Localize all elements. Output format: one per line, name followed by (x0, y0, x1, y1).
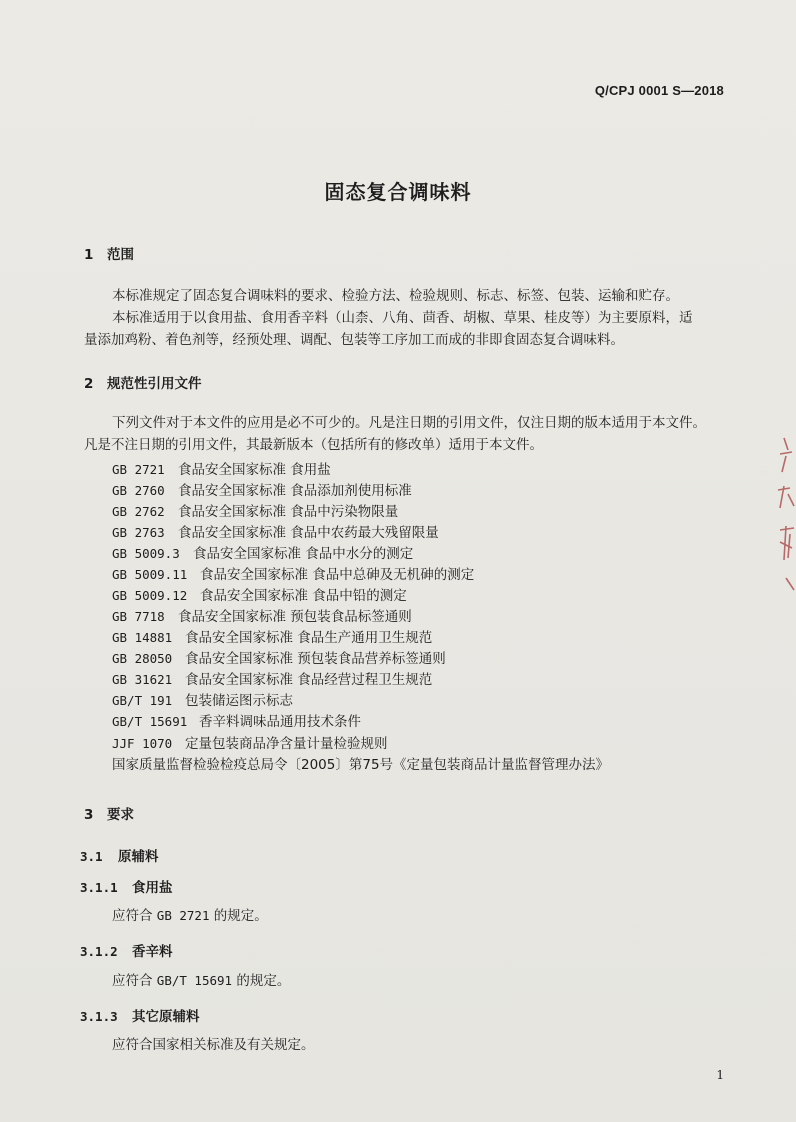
reference-code: GB 2760 (112, 483, 165, 498)
reference-code: GB 5009.12 (112, 588, 188, 603)
section-3-1-heading (80, 845, 159, 865)
reference-item (112, 563, 474, 583)
reference-name: 包装储运图示标志 (185, 693, 293, 709)
section-title: 其它原辅料 (132, 1009, 200, 1025)
scope-paragraph-1: 本标准规定了固态复合调味料的要求、检验方法、检验规则、标志、标签、包装、运输和贮存。 (112, 288, 679, 304)
reference-name: 食品安全国家标准 食品经营过程卫生规范 (185, 672, 433, 688)
reference-code: GB 14881 (112, 630, 173, 645)
reference-code: GB 5009.11 (112, 567, 188, 582)
section-number: 2 (84, 376, 94, 392)
reference-code: GB 5009.3 (112, 546, 180, 561)
page-number: 1 (716, 1068, 724, 1082)
other-materials-requirement: 应符合国家相关标准及有关规定。 (112, 1037, 315, 1053)
scope-paragraph-2-line-1: 本标准适用于以食用盐、食用香辛料（山柰、八角、茴香、胡椒、草果、桂皮等）为主要原料，适 (112, 310, 693, 326)
document-title: 固态复合调味料 (324, 180, 472, 204)
section-number: 3.1.3 (80, 1009, 118, 1024)
reference-name: 食品安全国家标准 食品中铅的测定 (200, 588, 407, 604)
document-code: Q/CPJ 0001 S—2018 (594, 83, 724, 98)
reference-code: JJF 1070 (112, 736, 173, 751)
section-number: 3 (84, 807, 94, 823)
section-3-1-1-heading (80, 876, 173, 896)
reference-code: GB 2721 (112, 462, 165, 477)
reference-item (112, 500, 398, 520)
section-title: 要求 (107, 807, 134, 823)
reference-item (112, 605, 412, 625)
reference-name: 食品安全国家标准 预包装食品标签通则 (178, 609, 412, 625)
reference-name: 食品安全国家标准 食品中农药最大残留限量 (178, 525, 439, 541)
standard-code: GB/T 15691 (156, 973, 233, 988)
section-3-heading (84, 803, 134, 823)
section-number: 3.1.1 (80, 880, 118, 895)
reference-item (112, 668, 432, 688)
reference-code: GB 2762 (112, 504, 165, 519)
references-intro-line-2: 凡是不注日期的引用文件，其最新版本（包括所有的修改单）适用于本文件。 (84, 437, 543, 453)
reference-name: 食品安全国家标准 食品中污染物限量 (178, 504, 399, 520)
reference-item (112, 626, 432, 646)
reference-name: 定量包装商品净含量计量检验规则 (185, 736, 388, 752)
reference-item (112, 710, 361, 730)
reference-item (112, 521, 439, 541)
reference-code: GB/T 15691 (112, 714, 188, 729)
reference-name: 食品安全国家标准 食品中水分的测定 (193, 546, 414, 562)
reference-name: 食品安全国家标准 预包装食品营养标签通则 (185, 651, 446, 667)
section-number: 3.1.2 (80, 944, 118, 959)
text-suffix: 的规定。 (213, 908, 268, 924)
section-title: 范围 (107, 247, 134, 263)
reference-code: GB 2763 (112, 525, 165, 540)
section-1-heading (84, 243, 134, 263)
reference-code: GB 31621 (112, 672, 173, 687)
stamp-mark-icon (766, 430, 796, 600)
reference-code: GB/T 191 (112, 693, 173, 708)
reference-item (112, 542, 413, 562)
section-2-heading (84, 372, 202, 392)
section-number: 1 (84, 247, 94, 263)
section-3-1-3-heading (80, 1005, 200, 1025)
reference-item (112, 584, 407, 604)
reference-name: 食品安全国家标准 食品生产通用卫生规范 (185, 630, 433, 646)
reference-item (112, 647, 446, 667)
salt-requirement (112, 905, 268, 928)
reference-decree: 国家质量监督检验检疫总局令〔2005〕第75号《定量包装商品计量监督管理办法》 (112, 757, 610, 773)
spice-requirement (112, 970, 290, 993)
section-number: 3.1 (80, 849, 103, 864)
text-prefix: 应符合 (112, 973, 153, 989)
reference-code: GB 7718 (112, 609, 165, 624)
reference-item (112, 458, 331, 478)
section-3-1-2-heading (80, 940, 173, 960)
text-prefix: 应符合 (112, 908, 153, 924)
reference-name: 香辛料调味品通用技术条件 (199, 714, 361, 730)
scope-paragraph-2-line-2: 量添加鸡粉、着色剂等，经预处理、调配、包装等工序加工而成的非即食固态复合调味料。 (84, 332, 624, 348)
reference-item (112, 732, 388, 752)
reference-item (112, 479, 412, 499)
section-title: 食用盐 (132, 880, 173, 896)
reference-name: 食品安全国家标准 食品中总砷及无机砷的测定 (200, 567, 475, 583)
reference-item (112, 689, 293, 709)
standard-code: GB 2721 (156, 908, 210, 923)
section-title: 规范性引用文件 (107, 376, 202, 392)
reference-name: 食品安全国家标准 食用盐 (178, 462, 331, 478)
reference-name: 食品安全国家标准 食品添加剂使用标准 (178, 483, 412, 499)
section-title: 香辛料 (132, 944, 173, 960)
reference-code: GB 28050 (112, 651, 173, 666)
section-title: 原辅料 (118, 849, 159, 865)
references-intro-line-1: 下列文件对于本文件的应用是必不可少的。凡是注日期的引用文件，仅注日期的版本适用于本文件。 (112, 415, 706, 431)
text-suffix: 的规定。 (236, 973, 291, 989)
